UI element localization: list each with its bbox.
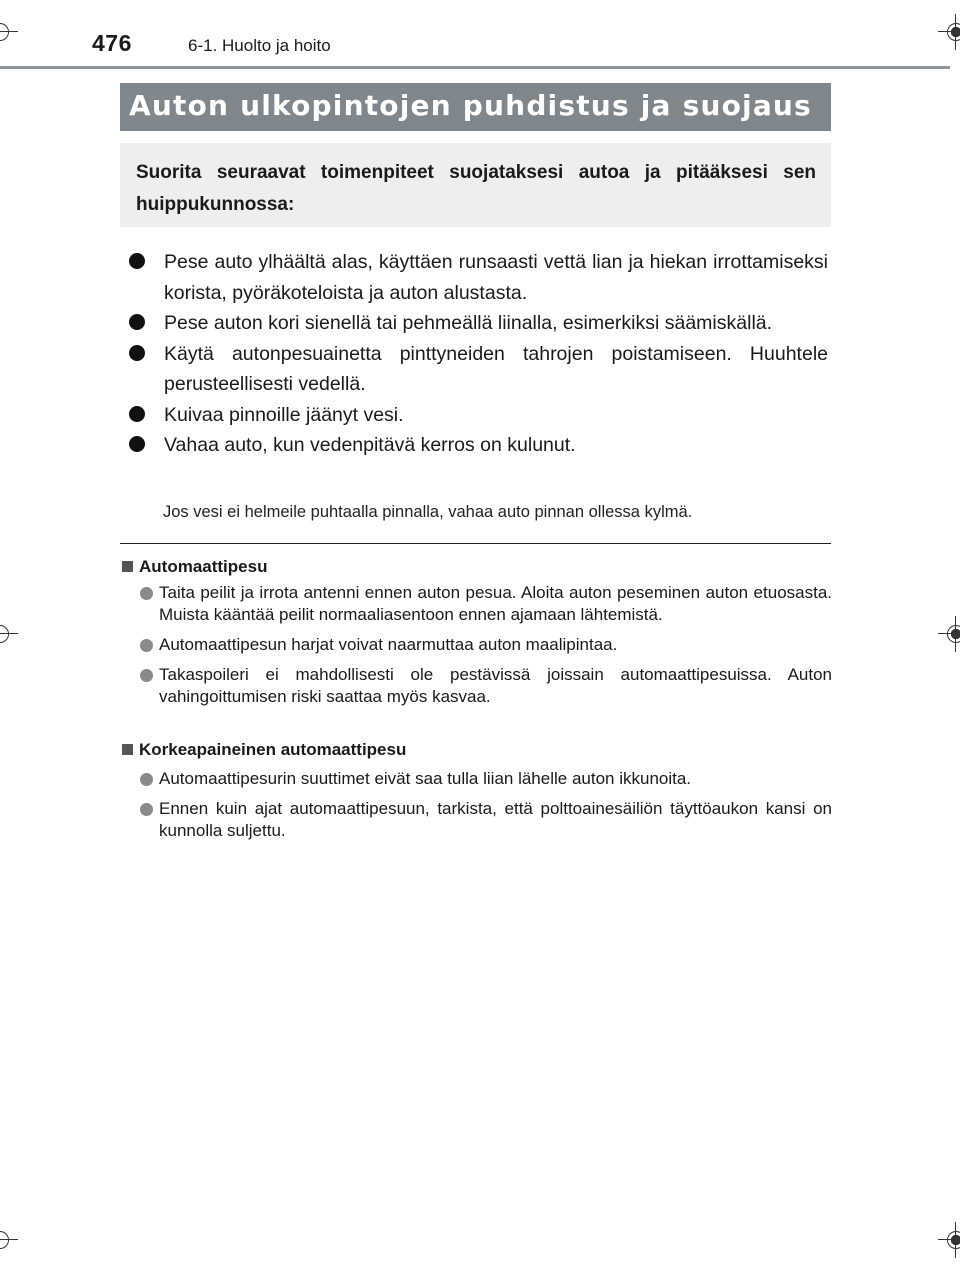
list-item	[122, 582, 832, 626]
list-item	[122, 768, 832, 790]
registration-mark-icon	[938, 1222, 960, 1258]
list-item	[128, 339, 828, 400]
bullet-icon	[129, 436, 145, 452]
page-header	[0, 28, 960, 68]
registration-mark-icon	[0, 1222, 18, 1258]
list-item	[122, 798, 832, 842]
high-pressure-wash-section	[122, 739, 832, 842]
registration-mark-icon	[938, 616, 960, 652]
sub-heading	[122, 739, 832, 761]
list-item-text: Automaattipesun harjat voivat naarmuttaa auton maalipintaa.	[159, 635, 618, 654]
page-number: 476	[92, 30, 132, 56]
list-item-text: Pese auton kori sienellä tai pehmeällä liinalla, esimerkiksi säämiskällä.	[164, 312, 773, 334]
intro-box	[120, 143, 831, 227]
bullet-icon	[140, 773, 153, 786]
section-reference: 6-1. Huolto ja hoito	[188, 36, 331, 55]
list-item-text: Vahaa auto, kun vedenpitävä kerros on kulunut.	[164, 434, 576, 456]
list-item-text: Käytä autonpesuainetta pinttyneiden tahrojen poistamiseen. Huuhtele perusteellisesti vedellä.	[164, 342, 828, 395]
list-item	[128, 247, 828, 308]
bullet-icon	[140, 587, 153, 600]
list-item-text: Taita peilit ja irrota antenni ennen auton pesua. Aloita auton peseminen auton etuosasta. Muista kääntää peilit normaaliasentoon ennen ajamaan lähtemistä.	[159, 583, 832, 624]
sub-heading-text: Korkeapaineinen automaattipesu	[139, 740, 407, 759]
header-divider	[0, 66, 950, 69]
list-item	[128, 400, 828, 431]
high-pressure-wash-list	[122, 768, 832, 842]
page-title: Auton ulkopintojen puhdistus ja suojaus	[129, 89, 812, 122]
care-steps-list	[128, 247, 828, 461]
automatic-wash-section	[122, 556, 832, 708]
list-item-text: Ennen kuin ajat automaattipesuun, tarkista, että polttoainesäiliön täyttöaukon kansi on kunnolla suljettu.	[159, 799, 832, 840]
bullet-icon	[129, 314, 145, 330]
section-title-bar	[120, 83, 831, 131]
registration-mark-icon	[0, 616, 18, 652]
list-item	[122, 634, 832, 656]
intro-text: Suorita seuraavat toimenpiteet suojataksesi autoa ja pitääksesi sen huippukunnossa:	[136, 162, 816, 215]
list-item	[128, 308, 828, 339]
bullet-icon	[129, 406, 145, 422]
sub-heading-text: Automaattipesu	[139, 557, 268, 576]
list-item-text: Takaspoileri ei mahdollisesti ole pestävissä joissain automaattipesuissa. Auton vahingoittumisen riski saattaa myös kasvaa.	[159, 665, 832, 706]
list-item	[122, 664, 832, 708]
bullet-icon	[140, 803, 153, 816]
list-item-text: Kuivaa pinnoille jäänyt vesi.	[164, 403, 404, 426]
square-bullet-icon	[122, 744, 133, 755]
square-bullet-icon	[122, 561, 133, 572]
bullet-icon	[140, 639, 153, 652]
bullet-icon	[129, 345, 145, 361]
list-item-text: Pese auto ylhäältä alas, käyttäen runsaasti vettä lian ja hiekan irrottamiseksi korista, pyöräkoteloista ja auton alustasta.	[164, 251, 828, 304]
sub-heading	[122, 556, 832, 578]
bullet-icon	[140, 669, 153, 682]
section-divider	[120, 543, 831, 544]
list-item	[128, 430, 828, 461]
wax-note: Jos vesi ei helmeile puhtaalla pinnalla, vahaa auto pinnan ollessa kylmä.	[163, 503, 693, 521]
bullet-icon	[129, 253, 145, 269]
list-item-text: Automaattipesurin suuttimet eivät saa tulla liian lähelle auton ikkunoita.	[159, 769, 692, 788]
automatic-wash-list	[122, 582, 832, 708]
